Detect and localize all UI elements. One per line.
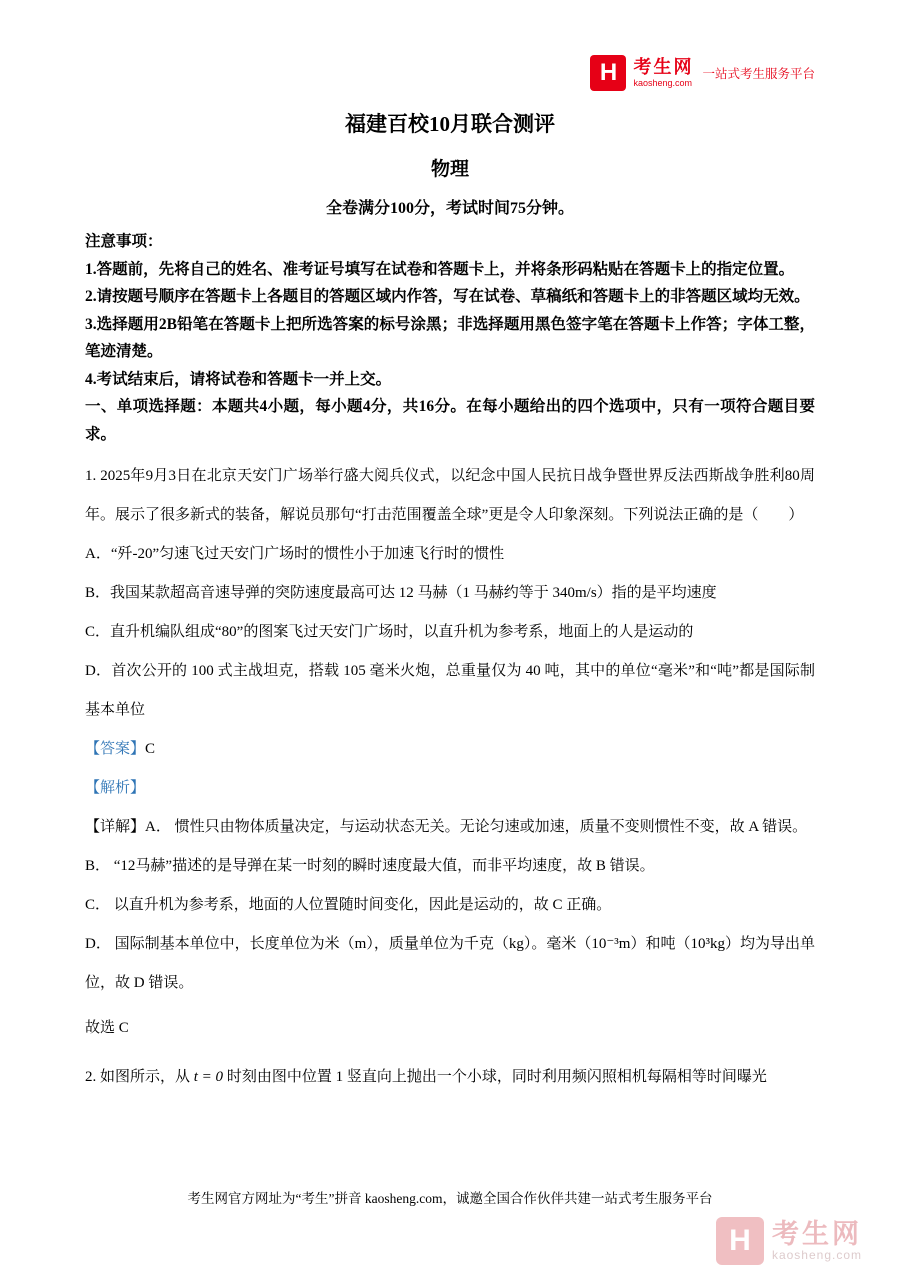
brand-tagline: 一站式考生服务平台 <box>702 67 815 81</box>
page-title: 福建百校10月联合测评 <box>345 112 555 136</box>
exam-info: 全卷满分100分，考试时间75分钟。 <box>325 200 574 217</box>
section-heading: 一、单项选择题：本题共4小题，每小题4分，共16分。在每小题给出的四个选项中，只有一项符合题目要求。 <box>85 398 815 444</box>
notice-item: 3.选择题用2B铅笔在答题卡上把所选答案的标号涂黑；非选择题用黑色签字笔在答题卡上作答；字体工整，笔迹清楚。 <box>85 315 815 361</box>
math-expression: t = 0 <box>193 1068 224 1085</box>
notices-section <box>85 228 815 449</box>
brand-name: 考生网 <box>633 57 694 78</box>
question-stem: 1. 2025年9月3日在北京天安门广场举行盛大阅兵仪式，以纪念中国人民抗日战争暨世界反法西斯战争胜利80周年。展示了很多新式的装备，解说员那句“打击范围覆盖全球”更是令人印象深刻。下列说法正确的是（ ） <box>85 467 815 523</box>
brand-logo-icon: H <box>590 55 626 91</box>
question2-stem-suffix: 时刻由图中位置 1 竖直向上抛出一个小球，同时利用频闪照相机每隔相等时间曝光 <box>223 1068 767 1085</box>
footer-note: 考生网官方网址为“考生”拼音 kaosheng.com，诚邀全国合作伙伴共建一站式考生服务平台 <box>187 1191 713 1206</box>
answer-label: 【答案】 <box>85 740 146 757</box>
detail-paragraph-c: C． 以直升机为参考系，地面的人位置随时间变化，因此是运动的，故 C 正确。 <box>85 896 612 913</box>
analysis-label: 【解析】 <box>85 779 146 796</box>
option-c: C．直升机编队组成“80”的图案飞过天安门广场时，以直升机为参考系，地面上的人是运动的 <box>85 623 694 640</box>
conclusion: 故选 C <box>85 1019 129 1036</box>
watermark <box>716 1217 862 1265</box>
watermark-name: 考生网 <box>771 1218 862 1249</box>
option-b: B．我国某款超高音速导弹的突防速度最高可达 12 马赫（1 马赫约等于 340m/s）指的是平均速度 <box>85 584 717 601</box>
question-2 <box>85 1058 815 1097</box>
brand-domain: kaosheng.com <box>633 78 693 89</box>
notice-item: 1.答题前，先将自己的姓名、准考证号填写在试卷和答题卡上，并将条形码粘贴在答题卡上的指定位置。 <box>85 260 795 278</box>
brand-text <box>633 57 693 88</box>
answer-value: C <box>145 740 156 757</box>
subject-title: 物理 <box>430 159 469 180</box>
watermark-text <box>772 1220 862 1263</box>
answer-line <box>85 730 815 769</box>
notice-item: 4.考试结束后，请将试卷和答题卡一并上交。 <box>85 370 392 388</box>
analysis-line <box>85 769 815 808</box>
option-a: A．“歼-20”匀速飞过天安门广场时的惯性小于加速飞行时的惯性 <box>85 545 505 562</box>
detail-label: 【详解】 <box>85 818 146 835</box>
notice-item: 2.请按题号顺序在答题卡上各题目的答题区域内作答，写在试卷、草稿纸和答题卡上的非答题区域均无效。 <box>85 288 810 306</box>
question-1 <box>85 457 815 1097</box>
watermark-domain: kaosheng.com <box>771 1248 862 1263</box>
option-d: D．首次公开的 100 式主战坦克，搭载 105 毫米火炮，总重量仅为 40 吨，其中的单位“毫米”和“吨”都是国际制基本单位 <box>85 662 815 718</box>
notices-heading: 注意事项： <box>85 233 163 250</box>
watermark-icon: H <box>716 1217 764 1265</box>
brand-logo <box>590 55 815 91</box>
question2-stem-prefix: 2. 如图所示，从 <box>85 1068 194 1085</box>
detail-paragraph-b: B． “12马赫”描述的是导弹在某一时刻的瞬时速度最大值，而非平均速度，故 B 错误。 <box>85 857 655 874</box>
detail-paragraph-a: 【详解】A． 惯性只由物体质量决定，与运动状态无关。无论匀速或加速，质量不变则惯性不变，故 A 错误。 <box>85 818 808 835</box>
detail-paragraph-d: D． 国际制基本单位中，长度单位为米（m），质量单位为千克（kg）。毫米（10⁻³m）和吨（10³kg）均为导出单位，故 D 错误。 <box>85 935 815 991</box>
